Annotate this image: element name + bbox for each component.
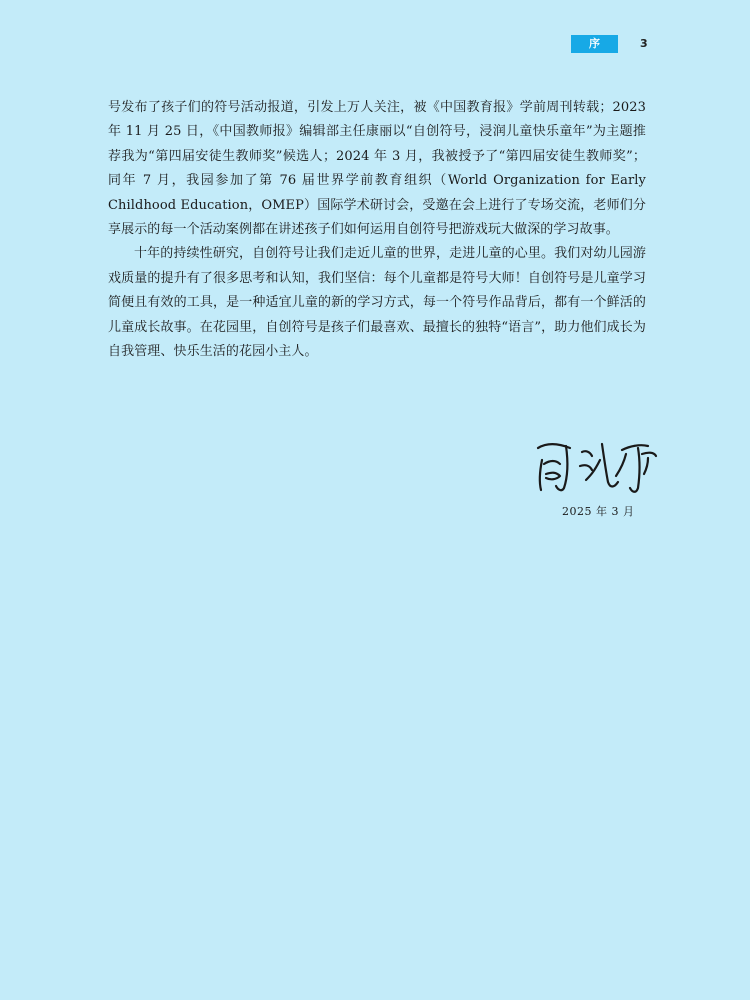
handwritten-signature bbox=[530, 430, 660, 500]
page-number: 3 bbox=[640, 37, 648, 50]
paragraph-1: 号发布了孩子们的符号活动报道，引发上万人关注，被《中国教育报》学前周刊转载；2023 年 11 月 25 日，《中国教师报》编辑部主任康丽以“自创符号，浸润儿童快乐童年”为主题推荐我为“第四届安徒生教师奖”候选人；2024 年 3 月，我被授予了“第四届安徒生教师奖”；同年 7 月，我园参加了第 76 届世界学前教育组织（World Organization for Early Childhood Education，OMEP）国际学术研讨会，受邀在会上进行了专场交流，老师们分享展示的每一个活动案例都在讲述孩子们如何运用自创符号把游戏玩大做深的学习故事。 bbox=[108, 100, 646, 238]
section-tab: 序 bbox=[571, 35, 618, 53]
signature-date: 2025 年 3 月 bbox=[562, 505, 635, 518]
paragraph-2: 十年的持续性研究，自创符号让我们走近儿童的世界，走进儿童的心里。我们对幼儿园游戏质量的提升有了很多思考和认知，我们坚信：每个儿童都是符号大师！自创符号是儿童学习简便且有效的工具，是一种适宜儿童的新的学习方式，每一个符号作品背后，都有一个鲜活的儿童成长故事。在花园里，自创符号是孩子们最喜欢、最擅长的独特“语言”，助力他们成长为自我管理、快乐生活的花园小主人。 bbox=[108, 246, 646, 360]
main-text bbox=[108, 96, 646, 364]
